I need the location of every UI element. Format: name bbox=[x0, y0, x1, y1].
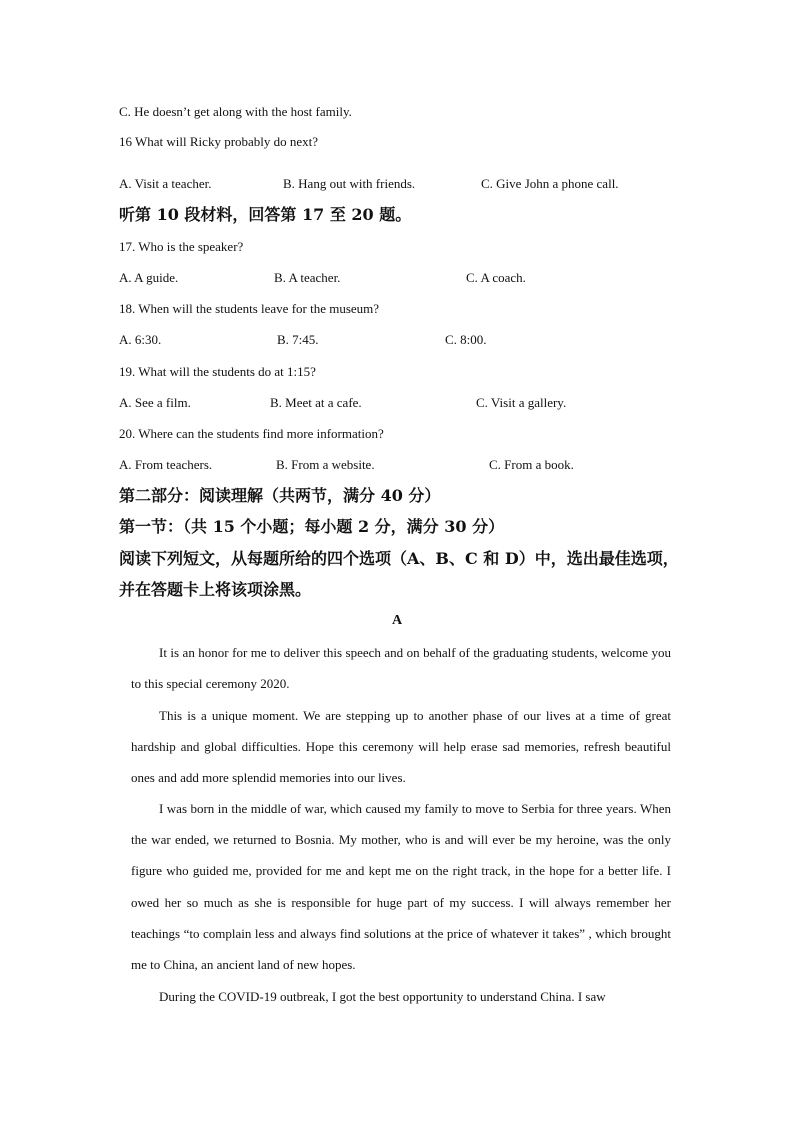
q18-question: 18. When will the students leave for the museum? bbox=[119, 301, 380, 316]
instruction-line-1: 阅读下列短文，从每题所给的四个选项（A、B、C 和 D）中，选出最佳选项， bbox=[119, 549, 679, 568]
q16-option-c: C. Give John a phone call. bbox=[481, 176, 619, 191]
q19-option-c: C. Visit a gallery. bbox=[476, 395, 567, 410]
q17-option-a: A. A guide. bbox=[119, 270, 179, 285]
q19-option-a: A. See a film. bbox=[119, 395, 191, 410]
q18-option-c: C. 8:00. bbox=[445, 332, 487, 347]
q17-option-c: C. A coach. bbox=[466, 270, 526, 285]
instruction-line-2: 并在答题卡上将该项涂黑。 bbox=[119, 580, 312, 599]
part2-section1-title: 第一节：（共 15 个小题；每小题 2 分，满分 30 分） bbox=[119, 517, 505, 536]
q16-question: 16 What will Ricky probably do next? bbox=[119, 134, 319, 149]
q17-question: 17. Who is the speaker? bbox=[119, 239, 244, 254]
q19-question: 19. What will the students do at 1:15? bbox=[119, 364, 316, 379]
q20-question: 20. Where can the students find more information? bbox=[119, 426, 384, 441]
paragraph-2: This is a unique moment. We are stepping up to another phase of our lives at a time of great hardship and global difficulties. Hope this ceremony will help erase sad memories, refresh beautiful ones and add more splendid memories into our lives. bbox=[131, 708, 671, 786]
paragraph-1: It is an honor for me to deliver this speech and on behalf of the graduating students, welcome you to this special ceremony 2020. bbox=[131, 645, 671, 692]
paragraph-3: I was born in the middle of war, which caused my family to move to Serbia for three years. When the war ended, we returned to Bosnia. My mother, who is and will ever be my heroine, was the only figure who guided me, provided for me and kept me on the right track, in the hope for a better life. I owed her so much as she is responsible for huge part of my success. I will always remember her teachings “to complain less and always find solutions at the price of whatever it takes” , which brought me to China, an ancient land of new hopes. bbox=[131, 801, 671, 973]
passage-label: A bbox=[391, 613, 403, 628]
q17-option-b: B. A teacher. bbox=[274, 270, 341, 285]
part2-title: 第二部分：阅读理解（共两节，满分 40 分） bbox=[119, 486, 441, 505]
q19-option-b: B. Meet at a cafe. bbox=[270, 395, 362, 410]
q20-option-b: B. From a website. bbox=[276, 457, 375, 472]
paragraph-4: During the COVID-19 outbreak, I got the best opportunity to understand China. I saw bbox=[159, 989, 606, 1004]
q18-option-b: B. 7:45. bbox=[277, 332, 319, 347]
section-10-heading: 听第 10 段材料，回答第 17 至 20 题。 bbox=[119, 205, 412, 224]
q16-option-a: A. Visit a teacher. bbox=[119, 176, 212, 191]
q18-option-a: A. 6:30. bbox=[119, 332, 162, 347]
q16-option-b: B. Hang out with friends. bbox=[283, 176, 416, 191]
q20-option-a: A. From teachers. bbox=[119, 457, 213, 472]
q20-option-c: C. From a book. bbox=[489, 457, 574, 472]
q15-option-c: C. He doesn’t get along with the host family. bbox=[119, 104, 352, 119]
